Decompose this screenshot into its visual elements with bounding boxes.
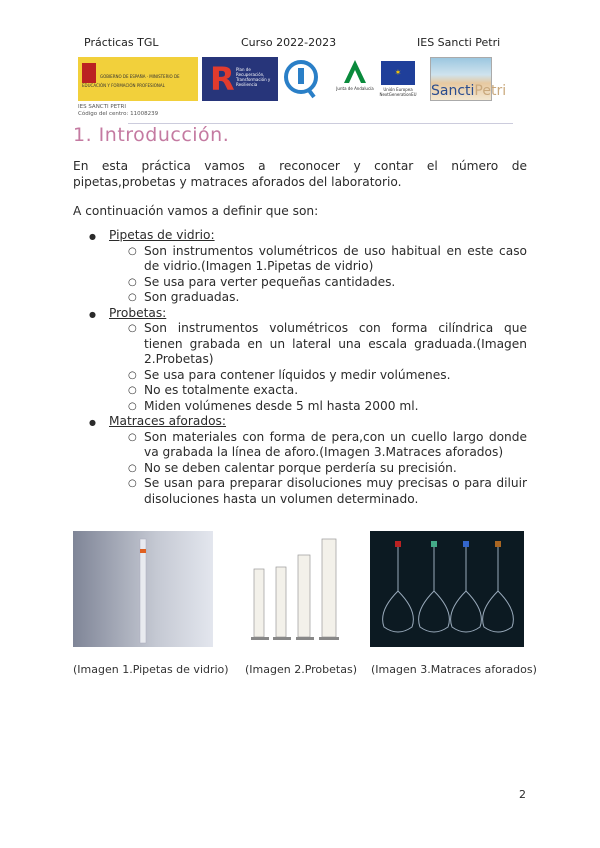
prtr-logo: R Plan de Recuperación, Transformación y Resiliencia — [202, 57, 278, 101]
intro-paragraph: En esta práctica vamos a reconocer y contar el número de pipetas,probetas y matraces aforados del laboratorio. — [73, 159, 527, 189]
sub-item: ○ Se usa para verter pequeñas cantidades. — [73, 275, 527, 291]
section-title: 1. Introducción. — [73, 124, 230, 146]
list-item: ● Matraces aforados: — [73, 414, 527, 430]
caption-1: (Imagen 1.Pipetas de vidrio) — [73, 663, 229, 676]
lead-paragraph: A continuación vamos a definir que son: — [73, 204, 319, 218]
header-right: IES Sancti Petri — [417, 36, 501, 49]
sub-item: ○ Son instrumentos volumétricos con forma cilíndrica que tienen grabada en un lateral una escala graduada.(Imagen 2.Probetas) — [73, 321, 527, 368]
sancti-petri-logo: SanctiPetri — [430, 57, 492, 101]
sub-item: ○ Son materiales con forma de pera,con un cuello largo donde va grabada la línea de aforo.(Imagen 3.Matraces aforados) — [73, 430, 527, 461]
volumetric-flasks-image — [370, 531, 524, 647]
graduated-cylinders-image — [250, 531, 340, 647]
eu-logo: ✶ Unión Europea NextGenerationEU — [378, 57, 418, 101]
header-logos — [78, 57, 518, 103]
sub-item: ○ Son graduadas. — [73, 290, 527, 306]
sub-item: ○ No se deben calentar porque perdería su precisión. — [73, 461, 527, 477]
sub-item: ○ Miden volúmenes desde 5 ml hasta 2000 ml. — [73, 399, 527, 415]
school-info: IES SANCTI PETRI Código del centro: 11008239 — [78, 104, 159, 117]
caption-3: (Imagen 3.Matraces aforados) — [371, 663, 537, 676]
sub-item: ○ Se usa para contener líquidos y medir volúmenes. — [73, 368, 527, 384]
sub-item: ○ No es totalmente exacta. — [73, 383, 527, 399]
page-number: 2 — [519, 788, 526, 801]
junta-logo: Junta de Andalucía — [332, 57, 378, 101]
sub-item: ○ Son instrumentos volumétricos de uso habitual en este caso de vidrio.(Imagen 1.Pipetas de vidrio) — [73, 244, 527, 275]
definitions-list — [73, 228, 527, 507]
sub-item: ○ Se usan para preparar disoluciones muy precisas o para diluir disoluciones hasta un volumen determinado. — [73, 476, 527, 507]
caption-2: (Imagen 2.Probetas) — [245, 663, 357, 676]
gobierno-logo: GOBIERNO DE ESPAÑA · MINISTERIO DE EDUCACIÓN Y FORMACIÓN PROFESIONAL — [78, 57, 198, 101]
list-item: ● Probetas: — [73, 306, 527, 322]
header-left: Prácticas TGL — [84, 36, 159, 49]
list-item: ● Pipetas de vidrio: — [73, 228, 527, 244]
header-center: Curso 2022-2023 — [241, 36, 337, 49]
igualdad-logo — [282, 57, 320, 101]
pipette-image — [73, 531, 213, 647]
